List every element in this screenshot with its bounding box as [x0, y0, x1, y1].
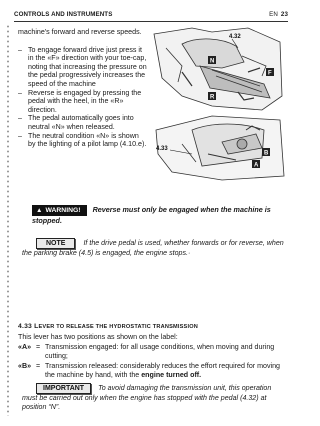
important-badge: IMPORTANT — [36, 383, 91, 394]
marker-label-a: A — [254, 162, 259, 169]
pedal-description — [18, 28, 148, 149]
warning-triangle-icon: ▲ — [36, 207, 43, 214]
pedal-and-lever-illustration — [152, 26, 286, 182]
bullet-pilot-lamp: – The neutral condition «N» is shown by the lighting of a pilot lamp (4.10.e). — [18, 132, 148, 149]
position-bold-b: engine turned off. — [141, 370, 202, 379]
figure-ref-bottom: 4.33 — [156, 146, 168, 152]
warning-notice — [32, 205, 282, 225]
marker-label-n: N — [210, 58, 215, 65]
section-title-cap: L — [34, 323, 39, 330]
section-title-rest: EVER TO RELEASE THE HYDROSTATIC TRANSMISSION — [38, 324, 199, 330]
position-eq-a: = — [36, 343, 41, 351]
margin-dot-rule — [6, 24, 10, 416]
position-text-b: Transmission released: considerably reduces the effort required for moving the machine by hand, with the — [45, 362, 280, 379]
bullet-forward: – To engage forward drive just press it in the «F» direction with your toe-cap, noting that increasing the pressure on the pedal progressively increases the speed of the machine — [18, 46, 148, 89]
marker-label-f: F — [268, 70, 272, 77]
position-key-b: «B» — [18, 362, 32, 370]
figure-ref-top: 4.32 — [229, 34, 241, 40]
important-notice — [22, 383, 286, 412]
warning-label: WARNING! — [45, 207, 81, 214]
illustration-svg — [152, 26, 286, 182]
note-notice — [22, 238, 284, 258]
marker-label-r: R — [210, 94, 215, 101]
lever-position-b — [18, 362, 284, 380]
section-number: 4.33 — [18, 323, 33, 330]
drive-pedal-drawing — [154, 28, 282, 110]
page-header — [14, 10, 288, 22]
position-text-a: Transmission engaged: for all usage conditions, when moving and during cutting; — [45, 343, 275, 360]
bullet-reverse: – Reverse is engaged by pressing the pedal with the heel, in the «R» direction. — [18, 89, 148, 115]
section-heading: CONTROLS AND INSTRUMENTS — [14, 11, 113, 18]
lever-position-a — [18, 343, 284, 361]
bullet-neutral: – The pedal automatically goes into neutral «N» when released. — [18, 114, 148, 131]
page-number-block — [269, 11, 288, 18]
note-badge: NOTE — [36, 238, 75, 249]
note-text: If the drive pedal is used, whether forwards or for reverse, when the parking brake (4.5) is engaged, the engine stops.· — [22, 239, 284, 257]
page-number: 23 — [280, 11, 288, 18]
position-desc-a — [45, 343, 284, 361]
important-text: To avoid damaging the transmission unit, this operation must be carried out only when the engine has stopped with the pedal (4.32) at position “N”. — [22, 384, 272, 411]
section-intro: This lever has two positions as shown on the label: — [18, 333, 178, 341]
language-code: EN — [269, 11, 278, 18]
intro-paragraph: machine's forward and reverse speeds. — [18, 28, 142, 36]
marker-label-b: B — [264, 150, 269, 157]
position-key-a: «A» — [18, 343, 32, 351]
section-4-33-title — [18, 323, 198, 330]
warning-text: Reverse must only be engaged when the machine is stopped. — [32, 205, 271, 225]
warning-badge — [32, 205, 87, 216]
pedal-bullet-list — [18, 46, 148, 149]
position-desc-b — [45, 362, 284, 380]
position-eq-b: = — [36, 362, 41, 370]
